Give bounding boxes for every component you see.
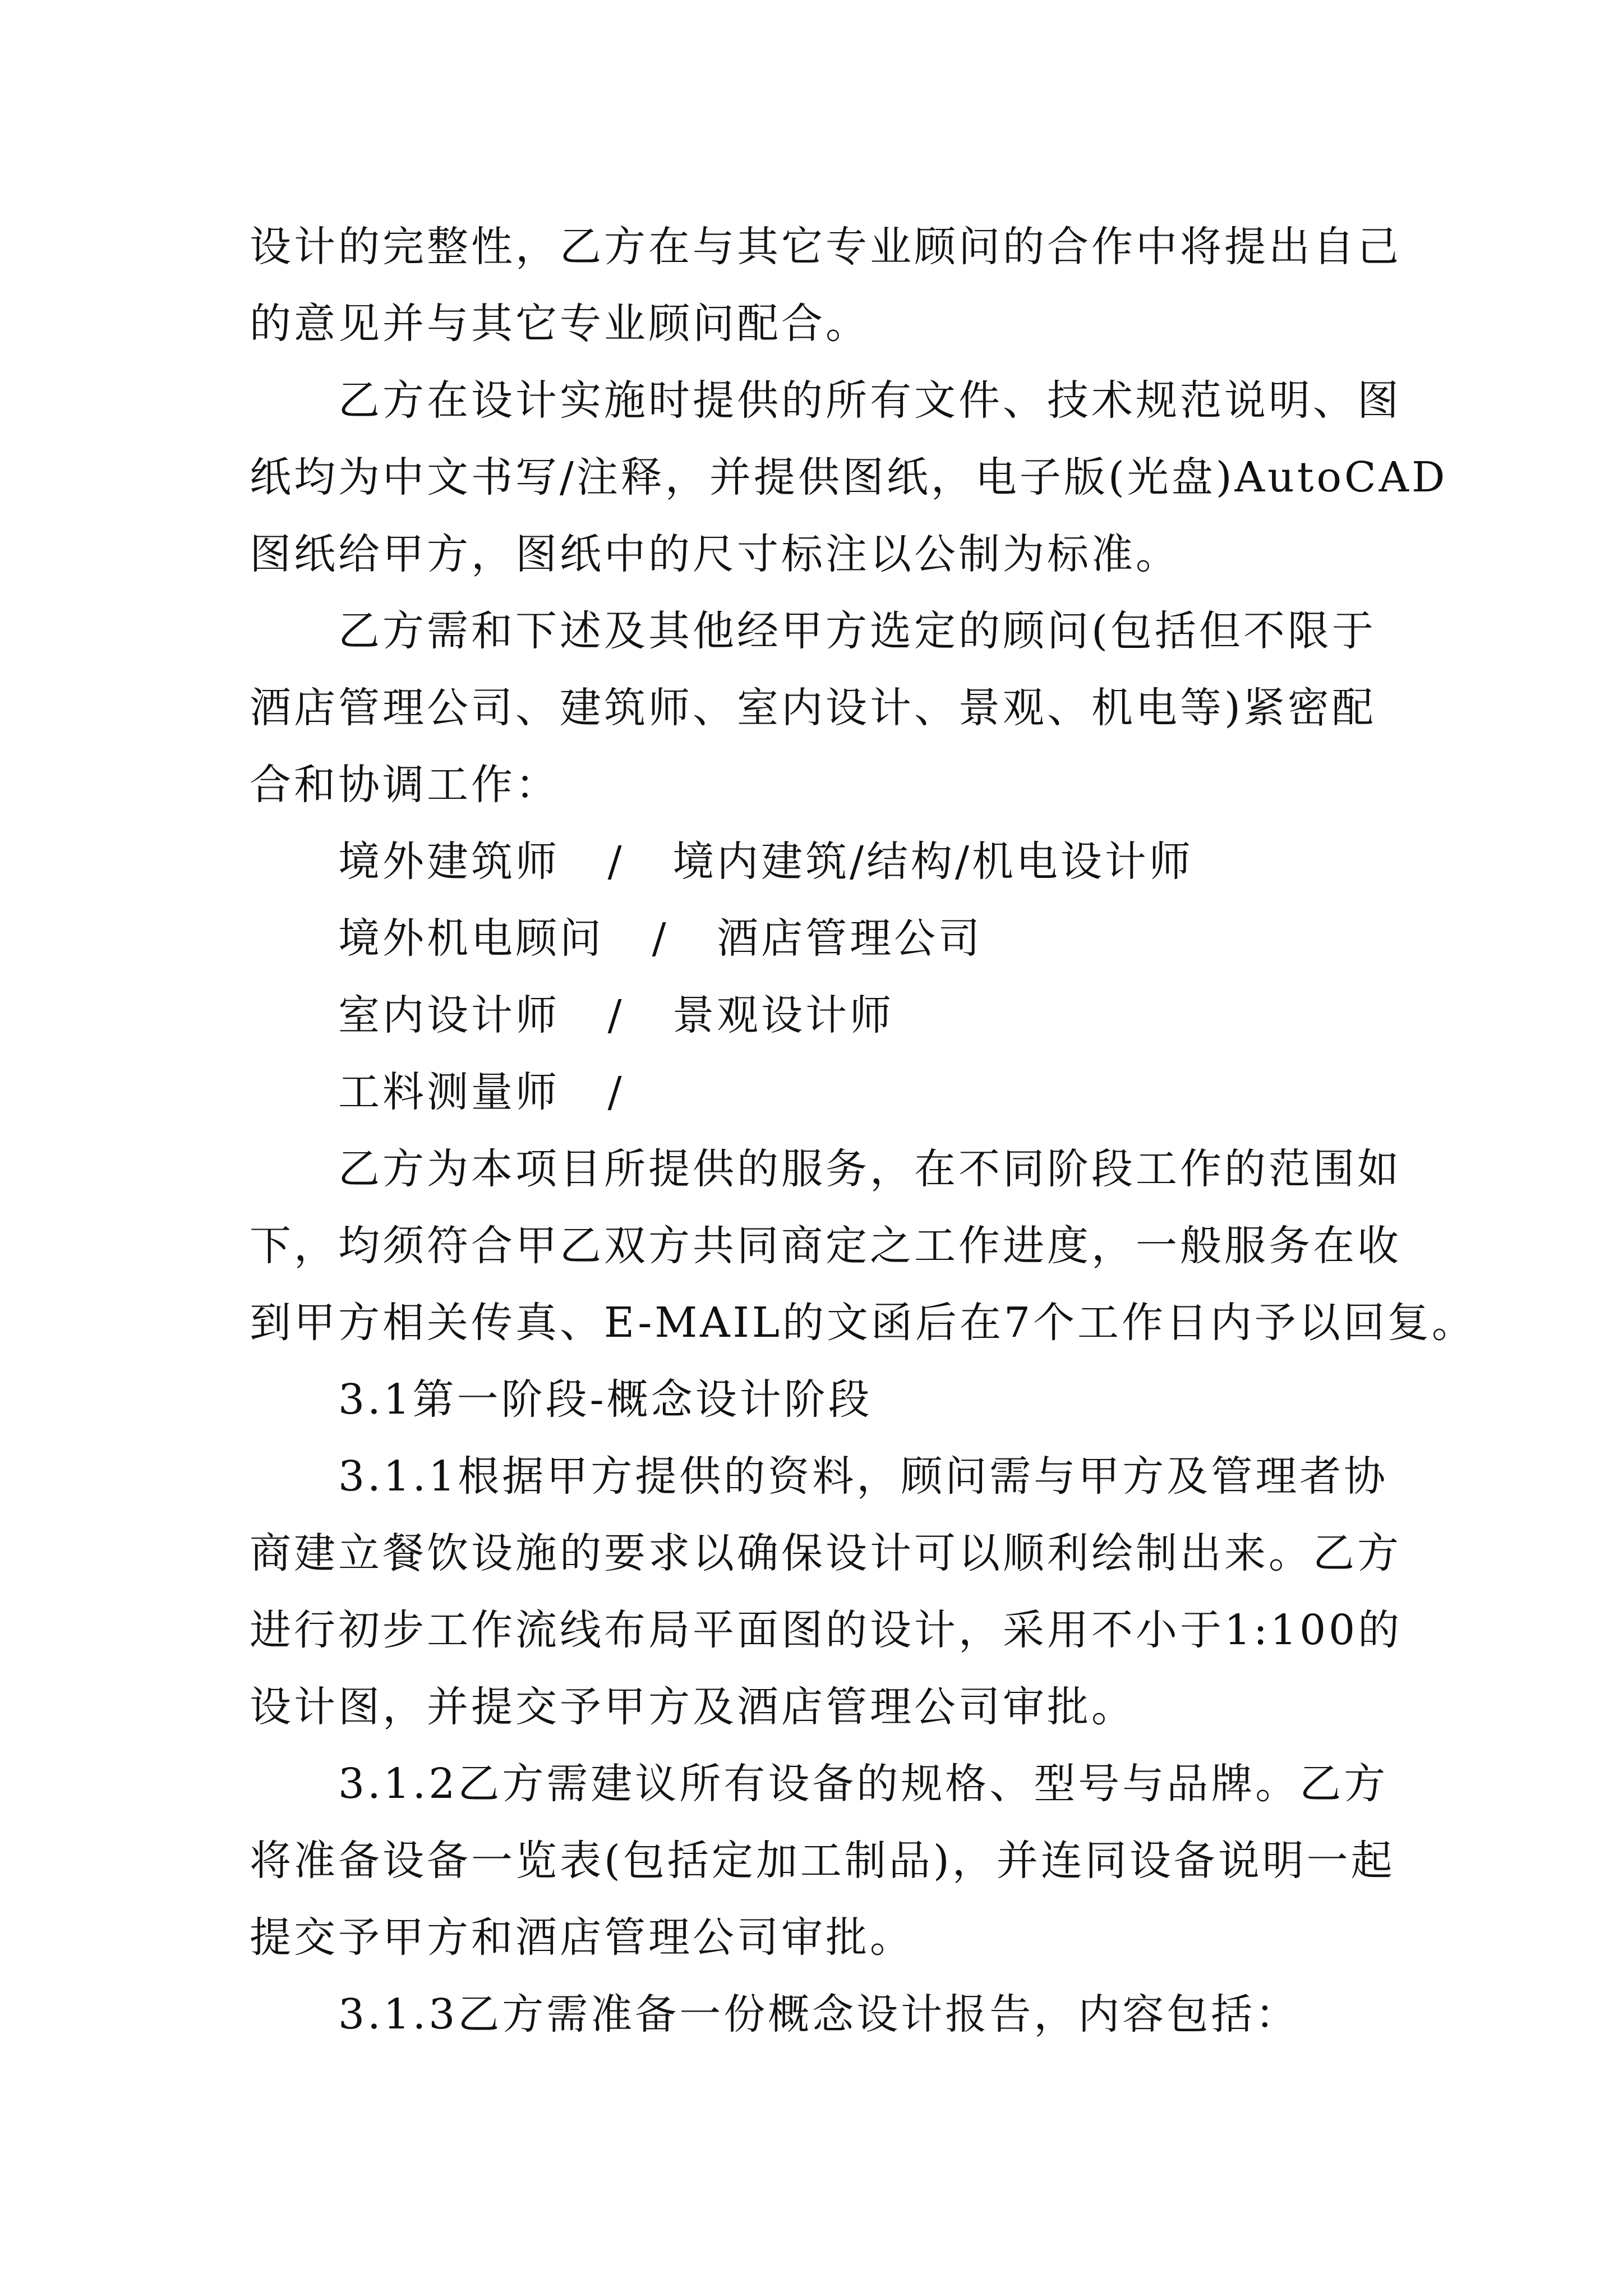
paragraph-coordination <box>250 593 1394 823</box>
text-line: 乙方需和下述及其他经甲方选定的顾问(包括但不限于 <box>338 607 1376 655</box>
text-line: 设计图，并提交予甲方及酒店管理公司审批。 <box>250 1683 1136 1731</box>
text-line: 乙方在设计实施时提供的所有文件、技术规范说明、图 <box>338 376 1401 425</box>
text-line: 下，均须符合甲乙双方共同商定之工作进度，一般服务在收 <box>250 1222 1401 1270</box>
text-line: 图纸给甲方，图纸中的尺寸标注以公制为标准。 <box>250 530 1180 578</box>
text-line: 3.1.3乙方需准备一份概念设计报告，内容包括： <box>338 1990 1300 2039</box>
text-line: 的意见并与其它专业顾问配合。 <box>250 300 870 348</box>
section-heading: 3.1第一阶段-概念设计阶段 <box>338 1375 873 1424</box>
text-line: 商建立餐饮设施的要求以确保设计可以顺利绘制出来。乙方 <box>250 1529 1401 1577</box>
text-line: 3.1.1根据甲方提供的资料，顾问需与甲方及管理者协 <box>338 1452 1389 1501</box>
text-line: 设计的完整性，乙方在与其它专业顾问的合作中将提出自己 <box>250 223 1401 271</box>
text-line: 乙方为本项目所提供的服务，在不同阶段工作的范围如 <box>338 1145 1401 1193</box>
consultant-list-item: 境外建筑师 / 境内建筑/结构/机电设计师 <box>338 838 1193 886</box>
consultant-list-item: 境外机电顾问 / 酒店管理公司 <box>338 914 983 963</box>
paragraph-service-scope <box>250 1131 1477 1361</box>
section-heading-3-1 <box>250 1361 1394 1438</box>
text-line: 将准备设备一览表(包括定加工制品)，并连同设备说明一起 <box>250 1837 1395 1885</box>
text-line: 合和协调工作： <box>250 761 560 809</box>
consultant-list-item: 工料测量师 / <box>338 1068 625 1116</box>
document-body <box>250 209 1477 2053</box>
text-line: 进行初步工作流线布局平面图的设计，采用不小于1:100的 <box>250 1606 1403 1654</box>
text-line: 酒店管理公司、建筑师、室内设计、景观、机电等)紧密配 <box>250 684 1376 732</box>
paragraph-documents-language <box>250 362 1448 593</box>
text-line: 纸均为中文书写/注释，并提供图纸，电子版(光盘)AutoCAD <box>250 453 1448 501</box>
paragraph-design-integrity <box>250 209 1401 362</box>
text-line: 提交予甲方和酒店管理公司审批。 <box>250 1913 914 1962</box>
text-line: 3.1.2乙方需建议所有设备的规格、型号与品牌。乙方 <box>338 1760 1389 1808</box>
consultant-list <box>250 823 1394 1131</box>
text-line: 到甲方相关传真、E-MAIL的文函后在7个工作日内予以回复。 <box>250 1299 1477 1347</box>
paragraph-3-1-2 <box>250 1746 1394 1976</box>
paragraph-3-1-3 <box>250 1976 1394 2053</box>
consultant-list-item: 室内设计师 / 景观设计师 <box>338 991 895 1039</box>
paragraph-3-1-1 <box>250 1438 1403 1746</box>
